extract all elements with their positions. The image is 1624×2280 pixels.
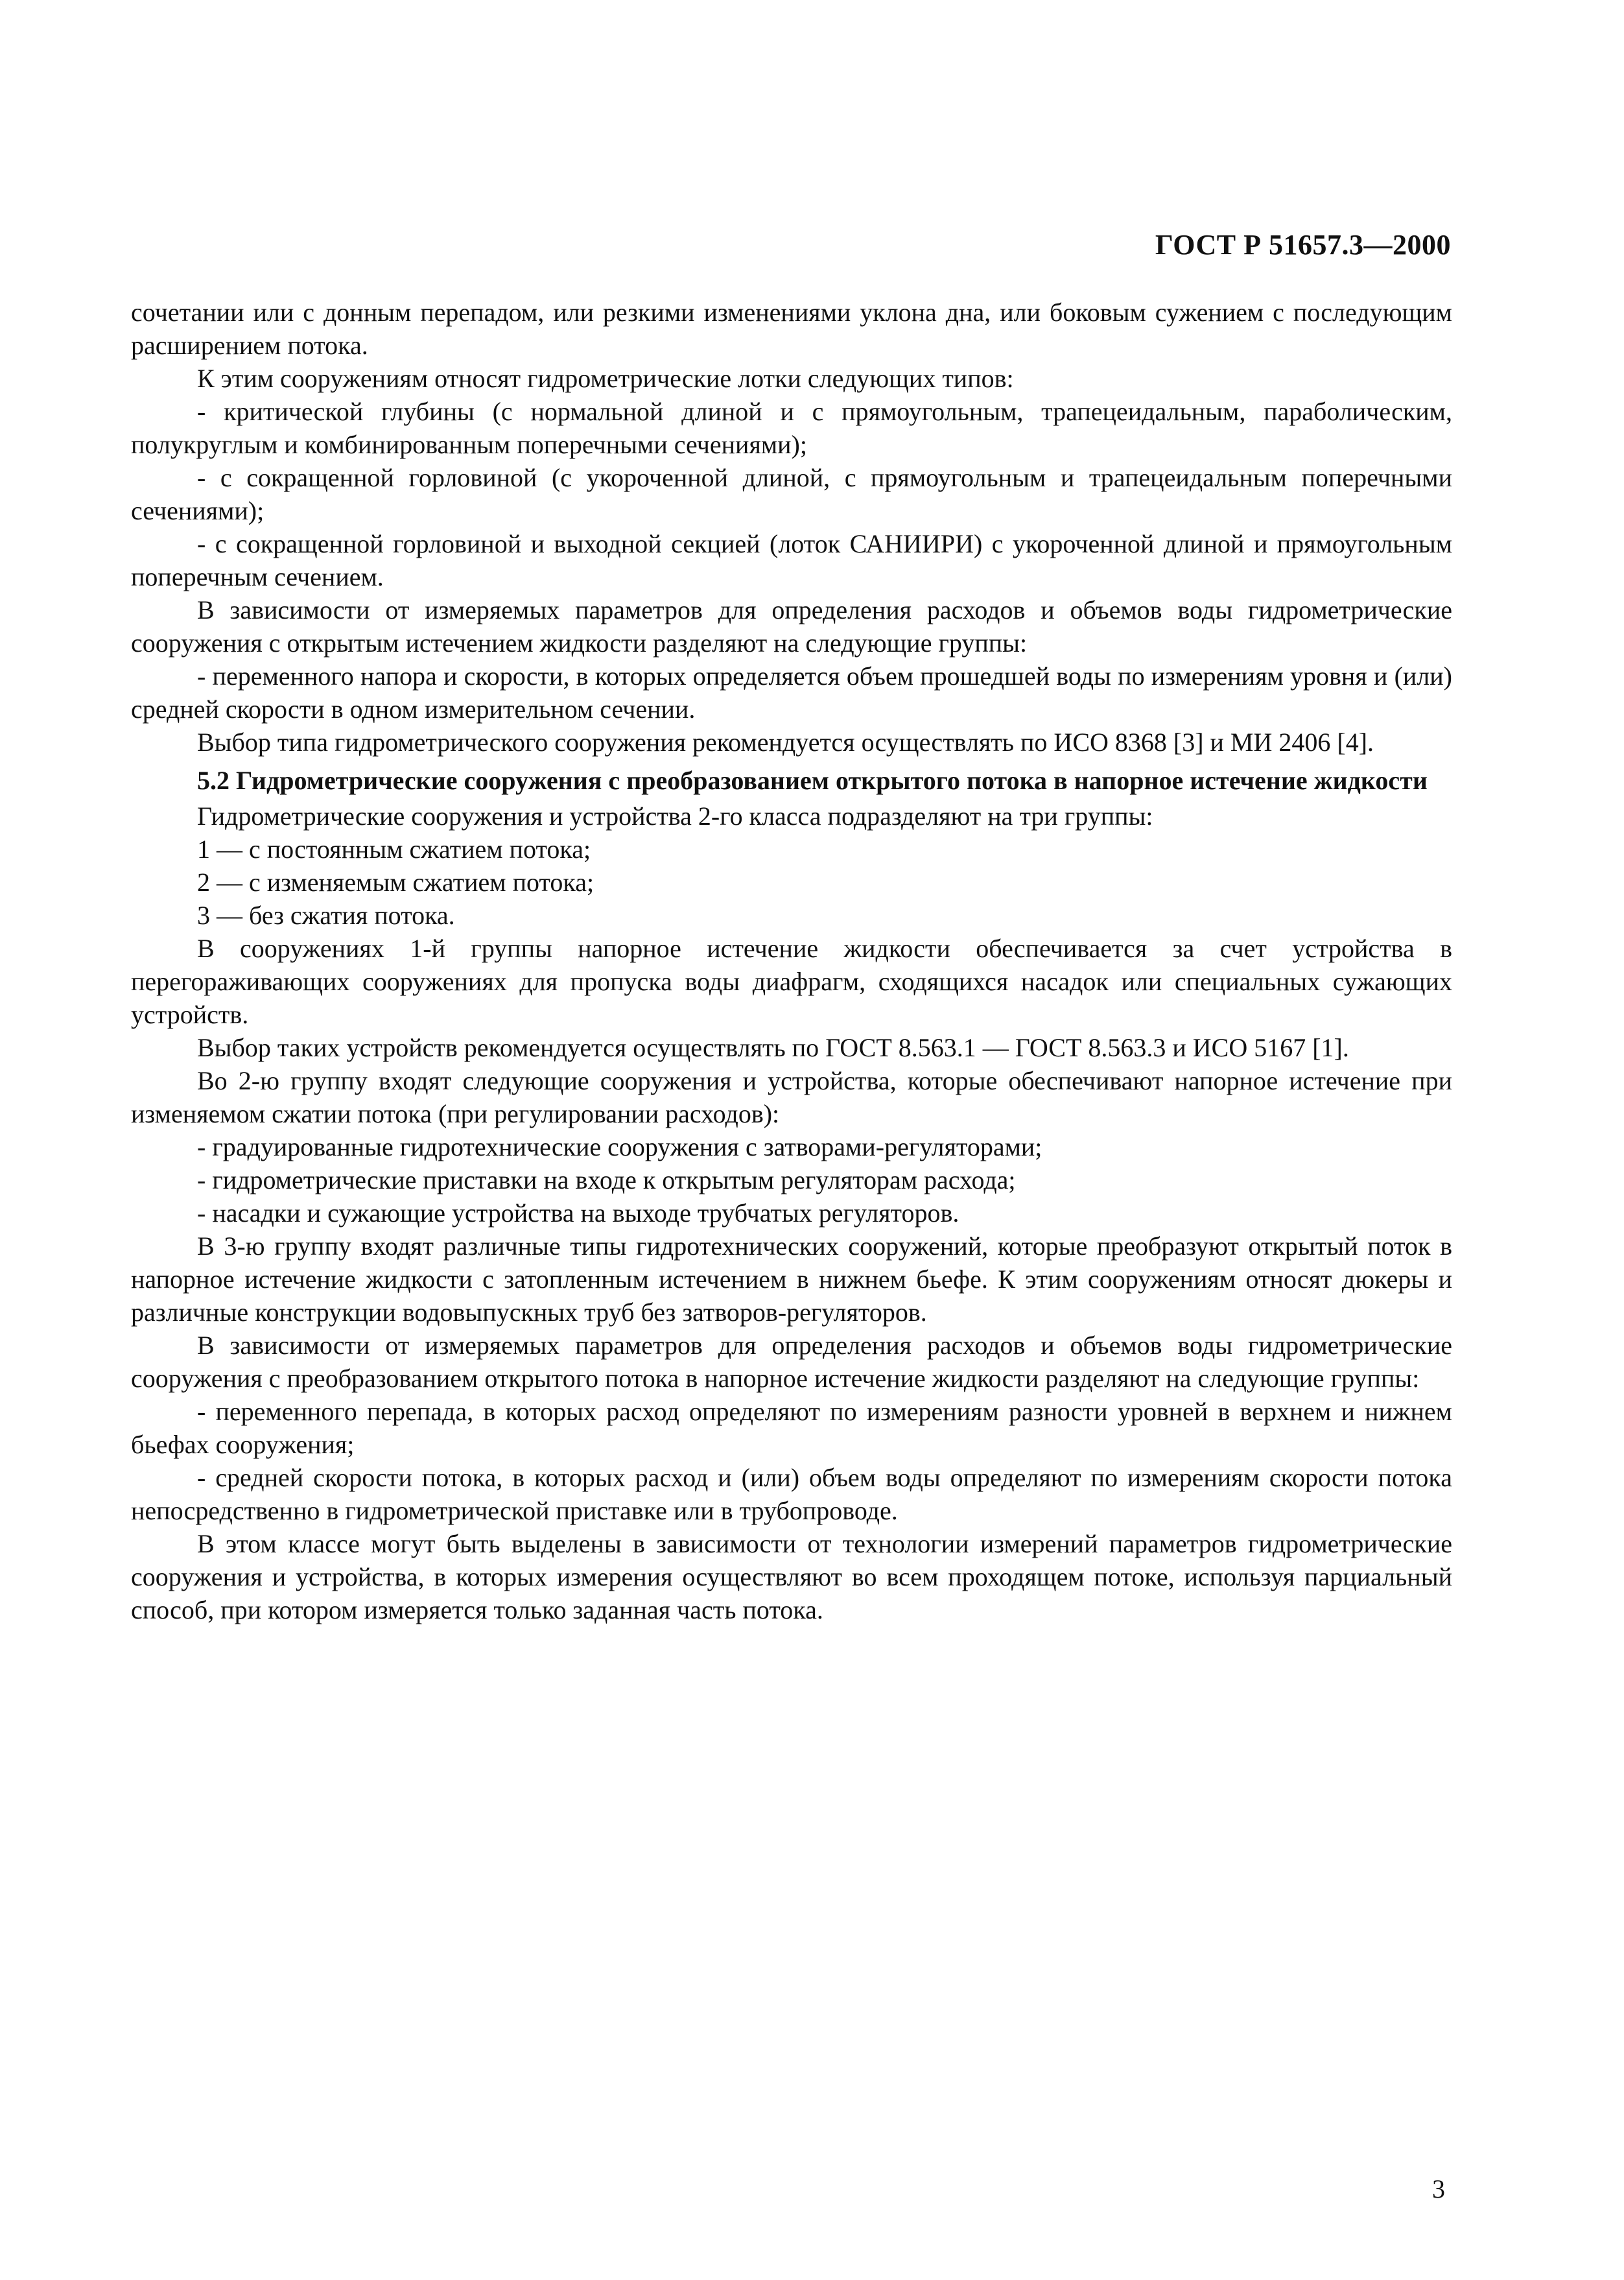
document-body (131, 296, 1452, 1626)
continued-paragraph: сочетании или с донным перепадом, или резкими изменениями уклона дна, или боковым сужением с последующим расширением потока. (131, 298, 1452, 360)
paragraph: Выбор таких устройств рекомендуется осуществлять по ГОСТ 8.563.1 — ГОСТ 8.563.3 и ИСО 5167 [1]. (197, 1033, 1349, 1062)
paragraph: 2 — с изменяемым сжатием потока; (197, 868, 594, 897)
page-number: 3 (1432, 2174, 1445, 2203)
paragraph: - переменного перепада, в которых расход определяют по измерениям разности уровней в верхнем и нижнем бьефах сооружения; (131, 1397, 1452, 1459)
paragraph: - с сокращенной горловиной и выходной секцией (лоток САНИИРИ) с укороченной длиной и прямоугольным поперечным сечением. (131, 529, 1452, 591)
paragraph: Во 2-ю группу входят следующие сооружения и устройства, которые обеспечивают напорное истечение при изменяемом сжатии потока (при регулировании расходов): (131, 1066, 1452, 1128)
paragraph: - средней скорости потока, в которых расход и (или) объем воды определяют по измерениям скорости потока непосредственно в гидрометрической приставке или в трубопроводе. (131, 1463, 1452, 1525)
paragraph: В зависимости от измеряемых параметров для определения расходов и объемов воды гидрометрические сооружения с открытым истечением жидкости разделяют на следующие группы: (131, 595, 1452, 658)
paragraph: Гидрометрические сооружения и устройства 2-го класса подразделяют на три группы: (197, 802, 1153, 831)
document-header: ГОСТ Р 51657.3—2000 (1155, 229, 1451, 261)
paragraph: В 3-ю группу входят различные типы гидротехнических сооружений, которые преобразуют открытый поток в напорное истечение жидкости с затопленным истечением в нижнем бьефе. К этим сооружениям относят дюкеры и различные конструкции водовыпускных труб без затворов-регуляторов. (131, 1231, 1452, 1327)
paragraph: В сооружениях 1-й группы напорное истечение жидкости обеспечивается за счет устройства в перегораживающих сооружениях для пропуска воды диафрагм, сходящихся насадок или специальных сужающих устройств. (131, 934, 1452, 1029)
paragraph: 3 — без сжатия потока. (197, 901, 455, 930)
section-heading: 5.2 Гидрометрические сооружения с преобразованием открытого потока в напорное истечение жидкости (197, 766, 1428, 795)
paragraph: - переменного напора и скорости, в которых определяется объем прошедшей воды по измерениям уровня и (или) средней скорости в одном измерительном сечении. (131, 661, 1452, 724)
paragraph: К этим сооружениям относят гидрометрические лотки следующих типов: (197, 364, 1014, 393)
paragraph: В этом классе могут быть выделены в зависимости от технологии измерений параметров гидрометрические сооружения и устройства, в которых измерения осуществляют во всем проходящем потоке, используя парциальный способ, при котором измеряется только заданная часть потока. (131, 1529, 1452, 1624)
paragraph: - критической глубины (с нормальной длиной и с прямоугольным, трапецеидальным, параболическим, полукруглым и комбинированным поперечными сечениями); (131, 397, 1452, 459)
paragraph: - с сокращенной горловиной (с укороченной длиной, с прямоугольным и трапецеидальным поперечными сечениями); (131, 463, 1452, 525)
paragraph: Выбор типа гидрометрического сооружения рекомендуется осуществлять по ИСО 8368 [3] и МИ 2406 [4]. (197, 728, 1374, 757)
paragraph: 1 — с постоянным сжатием потока; (197, 835, 591, 864)
paragraph: В зависимости от измеряемых параметров для определения расходов и объемов воды гидрометрические сооружения с преобразованием открытого потока в напорное истечение жидкости разделяют на следующие группы: (131, 1331, 1452, 1393)
list-item: - гидрометрические приставки на входе к открытым регуляторам расхода; (197, 1165, 1016, 1194)
list-item: - градуированные гидротехнические сооружения с затворами-регуляторами; (197, 1132, 1042, 1161)
list-item: - насадки и сужающие устройства на выходе трубчатых регуляторов. (197, 1198, 959, 1228)
